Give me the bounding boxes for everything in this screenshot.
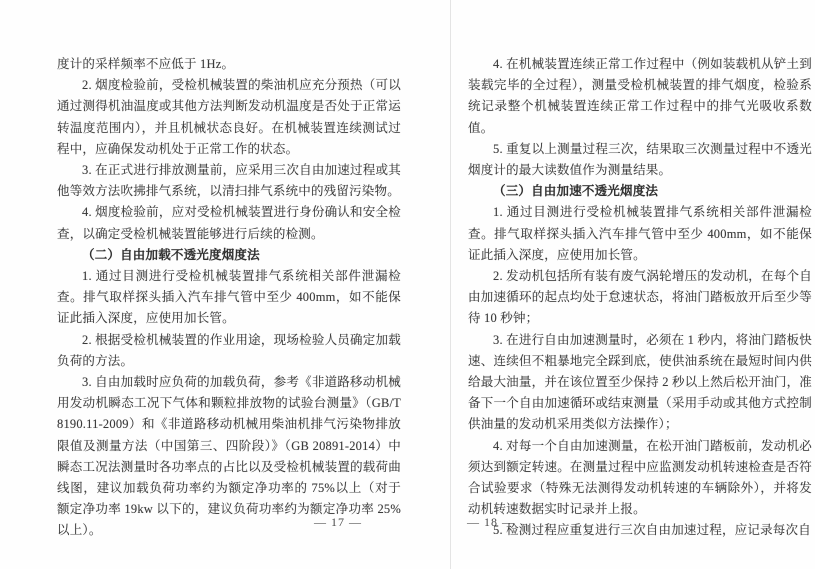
body-paragraph: 2. 烟度检验前，受检机械装置的柴油机应充分预热（可以通过测得机油温度或其他方法判断发动机温度是否处于正常运转温度范围内），并且机械状态良好。在机械装置连续测试过程中，应确保发动机处于正常工作的状态。 <box>57 78 401 156</box>
page-17-number: — 17 — <box>314 515 362 529</box>
body-paragraph: 度计的采样频率不应低于 1Hz。 <box>57 57 235 71</box>
body-paragraph: 3. 在正式进行排放测量前，应采用三次自由加速过程或其他等效方法吹拂排气系统，以清扫排气系统中的残留污染物。 <box>57 163 401 199</box>
page-18 <box>450 0 815 569</box>
body-paragraph: 1. 通过目测进行受检机械装置排气系统相关部件泄漏检查。排气取样探头插入汽车排气管中至少 400mm，如不能保证此插入深度，应使用加长管。 <box>57 269 401 326</box>
body-paragraph: 3. 自由加载时应负荷的加载负荷，参考《非道路移动机械用发动机瞬态工况下气体和颗粒排放物的试验台测量》（GB/T 8190.11-2009）和《非道路移动机械用柴油机排气污染物排放限值及测量方法（中国第三、四阶段）》（GB 20891-2014）中瞬态工况法测量时各功率点的占比以及受检机械装置的载荷曲线图，建议加载负荷功率约为额定净功率的 75%以上（对于额定净功率 19kw 以下的，建议负荷功率约为额定净功率 25%以上）。 <box>57 375 401 538</box>
section-heading: （三）自由加速不透光烟度法 <box>493 184 659 199</box>
body-paragraph: 2. 根据受检机械装置的作业用途，现场检验人员确定加载负荷的方法。 <box>57 332 401 368</box>
body-paragraph: 4. 对每一个自由加速测量，在松开油门踏板前，发动机必须达到额定转速。在测量过程中应监测发动机转速检查是否符合试验要求（特殊无法测得发动机转速的车辆除外），并将发动机转速数据实时记录并上报。 <box>468 438 812 517</box>
page-18-text-block <box>468 54 812 542</box>
body-paragraph: 4. 烟度检验前，应对受检机械装置进行身份确认和安全检查，以确定受检机械装置能够进行后续的检测。 <box>57 205 401 241</box>
body-paragraph: 4. 在机械装置连续正常工作过程中（例如装载机从铲土到装载完毕的全过程），测量受检机械装置的排气烟度，检验系统记录整个机械装置连续正常工作过程中的排气光吸收系数值。 <box>468 57 812 135</box>
body-paragraph: 2. 发动机包括所有装有废气涡轮增压的发动机，在每个自由加速循环的起点均处于怠速状态，将油门踏板放开后至少等待 10 秒钟； <box>468 269 812 326</box>
body-paragraph: 3. 在进行自由加速测量时，必须在 1 秒内，将油门踏板快速、连续但不粗暴地完全踩到底，使供油系统在最短时间内供给最大油量，并在该位置至少保持 2 秒以上然后松开油门，准备下一个自由加速循环或结束测量（采用手动或其他方式控制供油量的发动机采用类似方法操作）； <box>468 332 812 432</box>
section-heading: （二）自由加载不透光度烟度法 <box>82 247 260 262</box>
page-18-number: — 18 — <box>467 515 515 529</box>
page-17-text-block <box>57 54 401 542</box>
body-paragraph: 5. 重复以上测量过程三次，结果取三次测量过程中不透光烟度计的最大读数值作为测量结果。 <box>468 141 812 178</box>
body-paragraph: 5. 检测过程应重复进行三次自由加速过程，应记录每次自 <box>493 523 811 538</box>
body-paragraph: 1. 通过目测进行受检机械装置排气系统相关部件泄漏检查。排气取样探头插入汽车排气管中至少 400mm，如不能保证此插入深度，应使用加长管。 <box>468 205 812 262</box>
